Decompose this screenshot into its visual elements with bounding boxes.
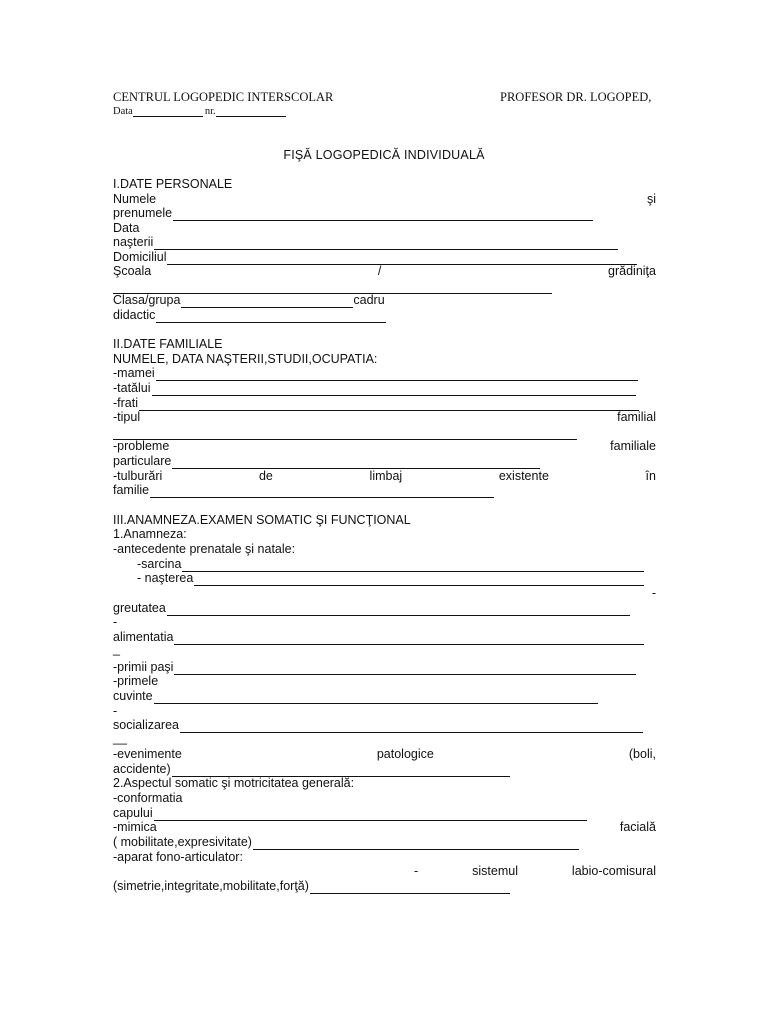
greutatea-row xyxy=(113,601,656,616)
tipul-row xyxy=(113,410,656,425)
section3-heading: III.ANAMNEZA.EXAMEN SOMATIC ŞI FUNCŢIONAL xyxy=(113,513,411,527)
sistemul-row xyxy=(414,864,656,879)
domiciliul-label: Domiciliul xyxy=(113,250,167,264)
cuvinte-label: cuvinte xyxy=(113,689,153,703)
particulare-field[interactable] xyxy=(172,457,540,469)
section2-heading: II.DATE FAMILIALE xyxy=(113,337,223,351)
conformatia-label: -conformatia xyxy=(113,791,183,805)
date-nr-line xyxy=(113,106,286,117)
aspectul-label: 2.Aspectul somatic şi motricitatea generală: xyxy=(113,776,355,790)
patologice-label: patologice xyxy=(376,747,434,761)
tatalui-label: -tatălui xyxy=(113,381,151,395)
aparat-label: -aparat fono-articulator: xyxy=(113,850,243,864)
existente-label: existente xyxy=(498,469,549,483)
mobilitate-label: ( mobilitate,expresivitate) xyxy=(113,835,252,849)
capului-label: capului xyxy=(113,806,153,820)
cadru-label: cadru xyxy=(353,293,385,307)
capului-row xyxy=(113,806,656,821)
prenumele-label: prenumele xyxy=(113,206,173,220)
date-blank[interactable] xyxy=(133,107,203,117)
tulburari-row xyxy=(113,469,656,484)
sarcina-label: -sarcina xyxy=(137,557,182,571)
mamei-row xyxy=(113,366,656,381)
simetrie-label: (simetrie,integritate,mobilitate,forţă) xyxy=(113,879,309,893)
nr-blank[interactable] xyxy=(216,107,286,117)
tulburari-label: -tulburări xyxy=(113,469,163,483)
particulare-row xyxy=(113,454,656,469)
mimica-label: -mimica xyxy=(113,820,157,834)
nasterea-field[interactable] xyxy=(194,574,644,586)
frati-row xyxy=(113,396,656,411)
didactic-field[interactable] xyxy=(156,311,386,323)
si-label: şi xyxy=(646,192,656,206)
evenimente-label: -evenimente xyxy=(113,747,182,761)
nr-label: nr. xyxy=(204,106,216,117)
boli-label: (boli, xyxy=(628,747,656,761)
mamei-field[interactable] xyxy=(156,369,638,381)
antecedente-label: -antecedente prenatale şi natale: xyxy=(113,542,296,556)
in-label: în xyxy=(645,469,656,483)
nasterea-row xyxy=(137,571,653,586)
primii-pasi-label: -primii paşi xyxy=(113,660,174,674)
alimentatia-label: alimentatia xyxy=(113,630,174,644)
nasterii-label: naşterii xyxy=(113,235,154,249)
didactic-label: didactic xyxy=(113,308,156,322)
familie-field[interactable] xyxy=(150,486,494,498)
date-label: Data xyxy=(113,106,133,117)
tatalui-field[interactable] xyxy=(152,384,636,396)
clasa-field[interactable] xyxy=(181,296,353,308)
clasa-label: Clasa/grupa xyxy=(113,293,181,307)
de-label: de xyxy=(258,469,273,483)
greutatea-label: greutatea xyxy=(113,601,166,615)
anamneza-label: 1.Anamneza: xyxy=(113,527,187,541)
evenimente-row xyxy=(113,747,656,762)
numele-label: Numele xyxy=(113,192,157,206)
cuvinte-row xyxy=(113,689,656,704)
familie-label: familie xyxy=(113,483,150,497)
sistemul-dash: - xyxy=(414,864,419,878)
domiciliul-row xyxy=(113,250,656,265)
mobilitate-row xyxy=(113,835,656,850)
particulare-label: particulare xyxy=(113,454,172,468)
professor-title: PROFESOR DR. LOGOPED, xyxy=(500,90,652,104)
cuvinte-field[interactable] xyxy=(154,692,598,704)
probleme-row xyxy=(113,439,656,454)
slash-label: / xyxy=(377,264,382,278)
numele-row xyxy=(113,192,656,207)
familial-label: familial xyxy=(617,410,656,424)
nasterea-label: - naşterea xyxy=(137,571,194,585)
socializarea-dash: - xyxy=(113,704,118,718)
scoala-row xyxy=(113,264,656,279)
sarcina-row xyxy=(137,557,653,572)
prenumele-row xyxy=(113,206,656,221)
primele-label: -primele xyxy=(113,674,159,688)
mimica-row xyxy=(113,820,656,835)
frati-label: -frati xyxy=(113,396,138,410)
familie-row xyxy=(113,483,656,498)
didactic-row xyxy=(113,308,656,323)
nasterii-field[interactable] xyxy=(154,238,618,250)
probleme-label: -probleme xyxy=(113,439,170,453)
data-label: Data xyxy=(113,221,140,235)
alimentatia-underscore: _ xyxy=(113,642,120,656)
sistemul-label: sistemul xyxy=(472,864,518,878)
tatalui-row xyxy=(113,381,656,396)
form-title: FIŞĂ LOGOPEDICĂ INDIVIDUALĂ xyxy=(283,148,485,162)
faciala-label: facială xyxy=(619,820,656,834)
labio-comisural-label: labio-comisural xyxy=(571,864,656,878)
section1-heading: I.DATE PERSONALE xyxy=(113,177,233,191)
simetrie-row xyxy=(113,879,656,894)
alimentatia-dash: - xyxy=(113,615,118,629)
accidente-label: accidente) xyxy=(113,762,171,776)
institution-name: CENTRUL LOGOPEDIC INTERSCOLAR xyxy=(113,90,334,104)
gradinita-label: grădiniţa xyxy=(608,264,656,278)
familiale-label: familiale xyxy=(610,439,656,453)
socializarea-label: socializarea xyxy=(113,718,180,732)
prenumele-field[interactable] xyxy=(173,209,593,221)
simetrie-field[interactable] xyxy=(310,882,510,894)
greutatea-dash: - xyxy=(651,586,656,600)
tipul-label: -tipul xyxy=(113,410,141,424)
limbaj-label: limbaj xyxy=(369,469,403,483)
primii-pasi-row xyxy=(113,660,656,675)
mobilitate-field[interactable] xyxy=(253,838,579,850)
scoala-label: Şcoala xyxy=(113,264,152,278)
mamei-label: -mamei xyxy=(113,366,155,380)
socializarea-underscore: __ xyxy=(113,731,127,745)
clasa-row xyxy=(113,293,656,308)
accidente-row xyxy=(113,762,656,777)
nasterii-row xyxy=(113,235,656,250)
section2-subheading: NUMELE, DATA NAŞTERII,STUDII,OCUPATIA: xyxy=(113,352,378,366)
